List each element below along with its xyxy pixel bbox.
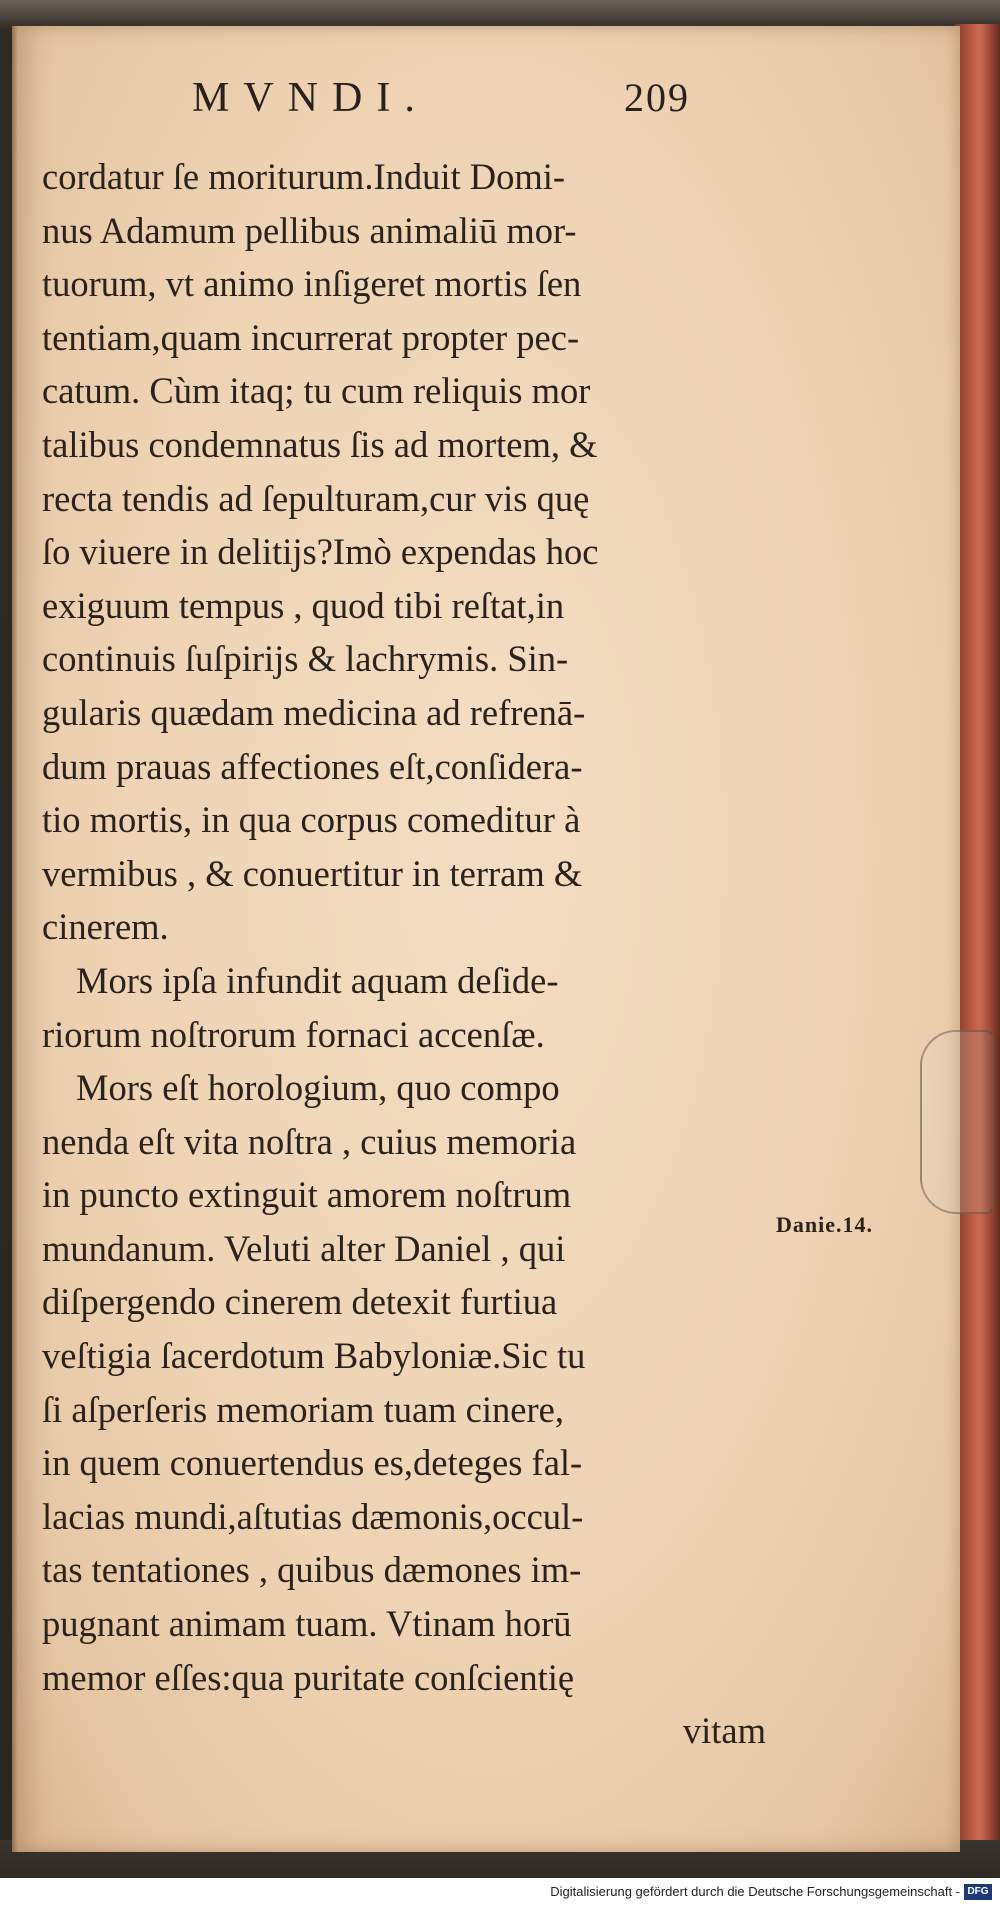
text-line: tas tentationes , quibus dæmones im- (42, 1549, 582, 1591)
text-line: mundanum. Veluti alter Daniel , qui (42, 1227, 566, 1269)
gutter-shadow (12, 26, 18, 1852)
text-line: dum prauas affectiones eſt,conſidera- (42, 745, 583, 787)
running-title: MVNDI. (192, 75, 429, 121)
text-line: continuis ſuſpirijs & lachrymis. Sin- (42, 638, 569, 680)
text-line: riorum noſtrorum fornaci accenſæ. (42, 1013, 545, 1055)
text-line: ſo viuere in delitijs?Imò expendas hoc (42, 531, 599, 573)
footer-bar (0, 1878, 1000, 1908)
text-line: recta tendis ad ſepulturam,cur vis quę (42, 477, 590, 519)
text-line: talibus condemnatus ſis ad mortem, & (42, 423, 598, 465)
text-line: memor eſſes:qua puritate conſcientię (42, 1656, 575, 1698)
text-line: diſpergendo cinerem detexit furtiua (42, 1281, 558, 1323)
marginal-note: Danie.14. (776, 1212, 873, 1237)
book-page (12, 26, 960, 1852)
footer-credit: Digitalisierung gefördert durch die Deutsche Forschungsgemeinschaft - (550, 1884, 960, 1899)
page-number: 209 (624, 75, 690, 120)
text-line: catum. Cùm itaq; tu cum reliquis mor (42, 370, 591, 412)
text-line: tentiam,quam incurrerat propter pec- (42, 316, 580, 358)
text-line: ſi aſperſeris memoriam tuam cinere, (42, 1388, 564, 1430)
body-text (42, 150, 772, 1758)
text-line: veſtigia ſacerdotum Babyloniæ.Sic tu (42, 1335, 586, 1377)
text-line: tio mortis, in qua corpus comeditur à (42, 799, 581, 841)
dfg-logo: DFG (964, 1884, 992, 1900)
catchword: vitam (682, 1710, 766, 1752)
text-line: in puncto extinguit amorem noſtrum (42, 1174, 572, 1216)
text-line: cinerem. (42, 906, 169, 948)
page-clip (920, 1030, 994, 1214)
book-fore-edge (955, 24, 1000, 1854)
running-head (12, 66, 960, 126)
text-line: tuorum, vt animo inſigeret mortis ſen (42, 263, 582, 305)
text-line: nus Adamum pellibus animaliū mor- (42, 209, 577, 251)
text-line: vermibus , & conuertitur in terram & (42, 852, 583, 894)
text-line: cordatur ſe moriturum.Induit Domi- (42, 156, 566, 197)
text-line: gularis quædam medicina ad refrenā- (42, 691, 586, 733)
text-line: exiguum tempus , quod tibi reſtat,in (42, 584, 565, 626)
text-line: pugnant animam tuam. Vtinam horū (42, 1603, 572, 1645)
text-line: Mors ipſa infundit aquam deſide- (76, 959, 559, 1001)
text-line: lacias mundi,aſtutias dæmonis,occul- (42, 1495, 584, 1537)
text-line: Mors eſt horologium, quo compo (76, 1067, 560, 1109)
text-line: nenda eſt vita noſtra , cuius memoria (42, 1120, 577, 1162)
text-line: in quem conuertendus es,deteges fal- (42, 1442, 583, 1484)
